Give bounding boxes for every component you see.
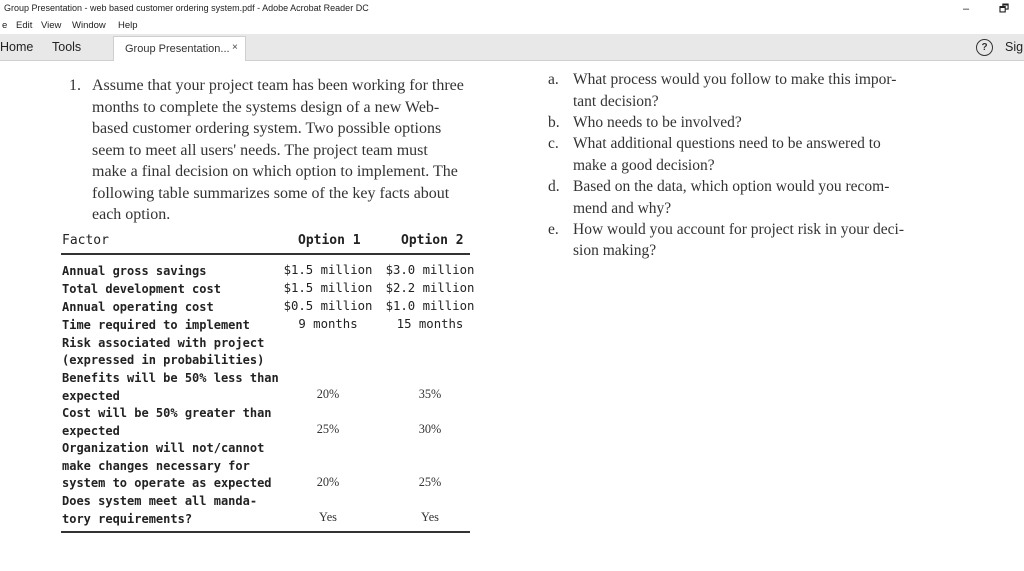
minimize-button[interactable]: – <box>962 3 970 15</box>
table-cell-factor: tory requirements? <box>62 512 193 526</box>
tab-home[interactable]: Home <box>0 40 34 54</box>
subquestion-line: mend and why? <box>573 200 672 217</box>
menu-edit[interactable]: Edit <box>16 20 33 31</box>
subquestion-line: Who needs to be involved? <box>573 114 742 131</box>
table-cell-factor: (expressed in probabilities) <box>62 353 265 367</box>
tab-tools[interactable]: Tools <box>52 40 82 54</box>
table-cell-factor: expected <box>62 389 120 403</box>
help-icon[interactable]: ? <box>976 39 993 56</box>
table-cell-option1: $0.5 million <box>283 299 373 313</box>
question-number: 1. <box>69 77 81 94</box>
subquestion-line: What process would you follow to make this impor- <box>573 71 897 88</box>
question-line: make a final decision on which option to implement. The <box>92 163 458 180</box>
menu-view[interactable]: View <box>41 20 62 31</box>
subquestion-line: make a good decision? <box>573 157 715 174</box>
table-bottom-rule <box>61 531 470 533</box>
table-cell-factor: Does system meet all manda- <box>62 494 258 508</box>
question-line: seem to meet all users' needs. The project team must <box>92 142 428 159</box>
table-header-factor: Factor <box>62 233 109 248</box>
table-header-rule <box>61 253 470 255</box>
sign-button[interactable]: Sig <box>1005 40 1024 54</box>
question-line: following table summarizes some of the key facts about <box>92 185 450 202</box>
question-line: Assume that your project team has been working for three <box>92 77 464 94</box>
table-cell-factor: Annual operating cost <box>62 300 214 314</box>
restore-button[interactable]: 🗗 <box>998 3 1010 15</box>
table-cell-option2: 35% <box>418 387 442 401</box>
table-cell-option2: 25% <box>418 475 442 489</box>
close-tab-icon[interactable]: × <box>232 42 238 53</box>
table-cell-option2: $2.2 million <box>385 281 475 295</box>
subquestion-letter: e. <box>548 221 559 238</box>
table-cell-option1: 20% <box>316 387 340 401</box>
document-page <box>0 61 1024 571</box>
question-line: based customer ordering system. Two possible options <box>92 120 442 137</box>
table-cell-factor: Time required to implement <box>62 318 250 332</box>
subquestion-line: Based on the data, which option would you recom- <box>573 178 890 195</box>
menu-file[interactable]: e <box>2 20 8 31</box>
table-cell-factor: system to operate as expected <box>62 476 272 490</box>
tab-document-label: Group Presentation... <box>125 43 230 55</box>
table-cell-factor: Benefits will be 50% less than <box>62 371 279 385</box>
subquestion-line: sion making? <box>573 242 657 259</box>
tab-document[interactable] <box>113 36 246 61</box>
title-bar <box>0 0 1024 18</box>
table-header-option1: Option 1 <box>298 233 361 248</box>
question-line: months to complete the systems design of a new Web- <box>92 99 440 116</box>
table-cell-option2: 15 months <box>396 317 464 331</box>
table-cell-option2: $1.0 million <box>385 299 475 313</box>
table-cell-factor: Annual gross savings <box>62 264 207 278</box>
table-cell-option1: 9 months <box>298 317 358 331</box>
table-cell-factor: Organization will not/cannot <box>62 441 265 455</box>
table-cell-option2: Yes <box>421 510 439 524</box>
menu-window[interactable]: Window <box>72 20 106 31</box>
subquestion-line: tant decision? <box>573 93 659 110</box>
table-cell-option1: 20% <box>316 475 340 489</box>
subquestion-letter: a. <box>548 71 559 88</box>
table-cell-option1: Yes <box>319 510 337 524</box>
table-cell-factor: Risk associated with project <box>62 336 265 350</box>
subquestion-letter: d. <box>548 178 560 195</box>
table-cell-option1: 25% <box>316 422 340 436</box>
table-cell-option2: $3.0 million <box>385 263 475 277</box>
tab-bar <box>0 34 1024 61</box>
table-header-option2: Option 2 <box>401 233 464 248</box>
subquestion-line: How would you account for project risk in your deci- <box>573 221 905 238</box>
table-cell-factor: expected <box>62 424 120 438</box>
subquestion-letter: b. <box>548 114 560 131</box>
menu-bar <box>0 18 1024 34</box>
table-cell-factor: Cost will be 50% greater than <box>62 406 272 420</box>
menu-help[interactable]: Help <box>118 20 138 31</box>
table-cell-option1: $1.5 million <box>283 263 373 277</box>
table-cell-option2: 30% <box>418 422 442 436</box>
table-cell-factor: make changes necessary for <box>62 459 250 473</box>
table-cell-option1: $1.5 million <box>283 281 373 295</box>
table-cell-factor: Total development cost <box>62 282 221 296</box>
subquestion-letter: c. <box>548 135 559 152</box>
subquestion-line: What additional questions need to be answered to <box>573 135 881 152</box>
question-line: each option. <box>92 206 171 223</box>
window-title: Group Presentation - web based customer ordering system.pdf - Adobe Acrobat Reader DC <box>4 3 369 13</box>
